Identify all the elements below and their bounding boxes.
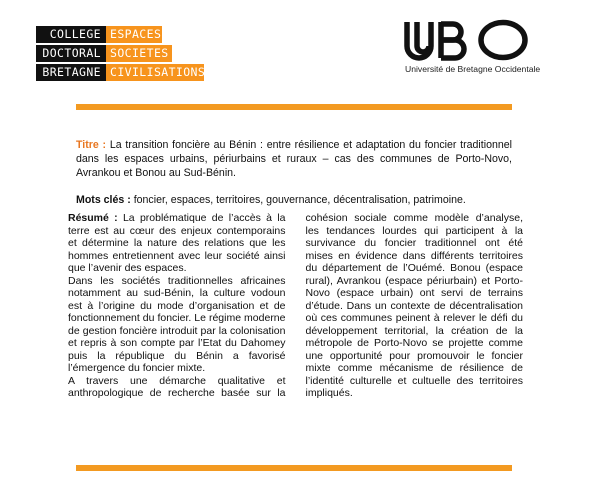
thesis-title — [76, 138, 512, 180]
logo-row-2 — [36, 45, 204, 62]
logo-row-3 — [36, 64, 204, 81]
ubo-caption: Université de Bretagne Occidentale — [405, 64, 541, 74]
logo-word-bretagne: BRETAGNE — [36, 64, 106, 81]
keywords-line — [76, 193, 512, 207]
ubo-wordmark-icon — [403, 18, 539, 62]
orange-divider-top — [76, 104, 512, 110]
abstract-paragraph-3: A travers une démarche qualitative et anthropologique de recherche basée sur la cohésion sociale comme modèle d’analyse, les tendances lourdes qui participent à la survivance du foncier traditionnel ont été mises en évidence dans différents territoires du département de l’Ouémé. Bonou (espace rural), Avrankou (espace périurbain) et Porto-Novo (espace urbain) ont servi de terrains d’étude. Dans un contexte de décentralisation où ces communes peinent à relever le défi du développement territorial, la création de la métropole de Porto-Novo se projette comme une opportunité pour promouvoir le foncier mixte comme mécanisme de résilience de l’identité culturelle et cultuelle des territoires impliqués. — [68, 212, 523, 399]
abstract-paragraph-1 — [68, 212, 286, 275]
keywords-label: Mots clés : — [76, 194, 131, 206]
logo-word-societes: SOCIETES — [106, 45, 172, 62]
logo-word-doctoral: DOCTORAL — [36, 45, 106, 62]
keywords-text: foncier, espaces, territoires, gouvernance, décentralisation, patrimoine. — [133, 194, 466, 206]
abstract-paragraph-1-text: La problématique de l’accès à la terre est au cœur des enjeux contemporains et détermine la nature des relations que les hommes entretiennent avec leur société ainsi que l’avenir des espaces. — [68, 212, 286, 274]
abstract-paragraph-2: Dans les sociétés traditionnelles africaines notamment au sud-Bénin, la culture vodoun est à l’origine du mode d’organisation et de fonctionnement du foncier. Le régime moderne de gestion foncière introduit par la colonisation et repris à son compte par l’Etat du Dahomey puis la république du Bénin a favorisé l’émergence du foncier mixte. — [68, 274, 286, 374]
title-text: La transition foncière au Bénin : entre résilience et adaptation du foncier traditionnel dans les espaces urbains, périurbains et ruraux – cas des communes de Porto-Novo, Avrankou et Bonou au Sud-Bénin. — [76, 139, 513, 179]
logo-word-civilisations: CIVILISATIONS — [106, 64, 204, 81]
logo-row-1 — [36, 26, 204, 43]
logo-word-espaces: ESPACES — [106, 26, 162, 43]
orange-divider-bottom — [76, 465, 512, 471]
logo-word-college: COLLEGE — [36, 26, 106, 43]
title-label: Titre : — [76, 139, 107, 151]
college-doctoral-logo — [36, 26, 204, 83]
abstract — [68, 212, 523, 452]
abstract-label: Résumé : — [68, 212, 118, 224]
ubo-logo — [403, 18, 543, 74]
